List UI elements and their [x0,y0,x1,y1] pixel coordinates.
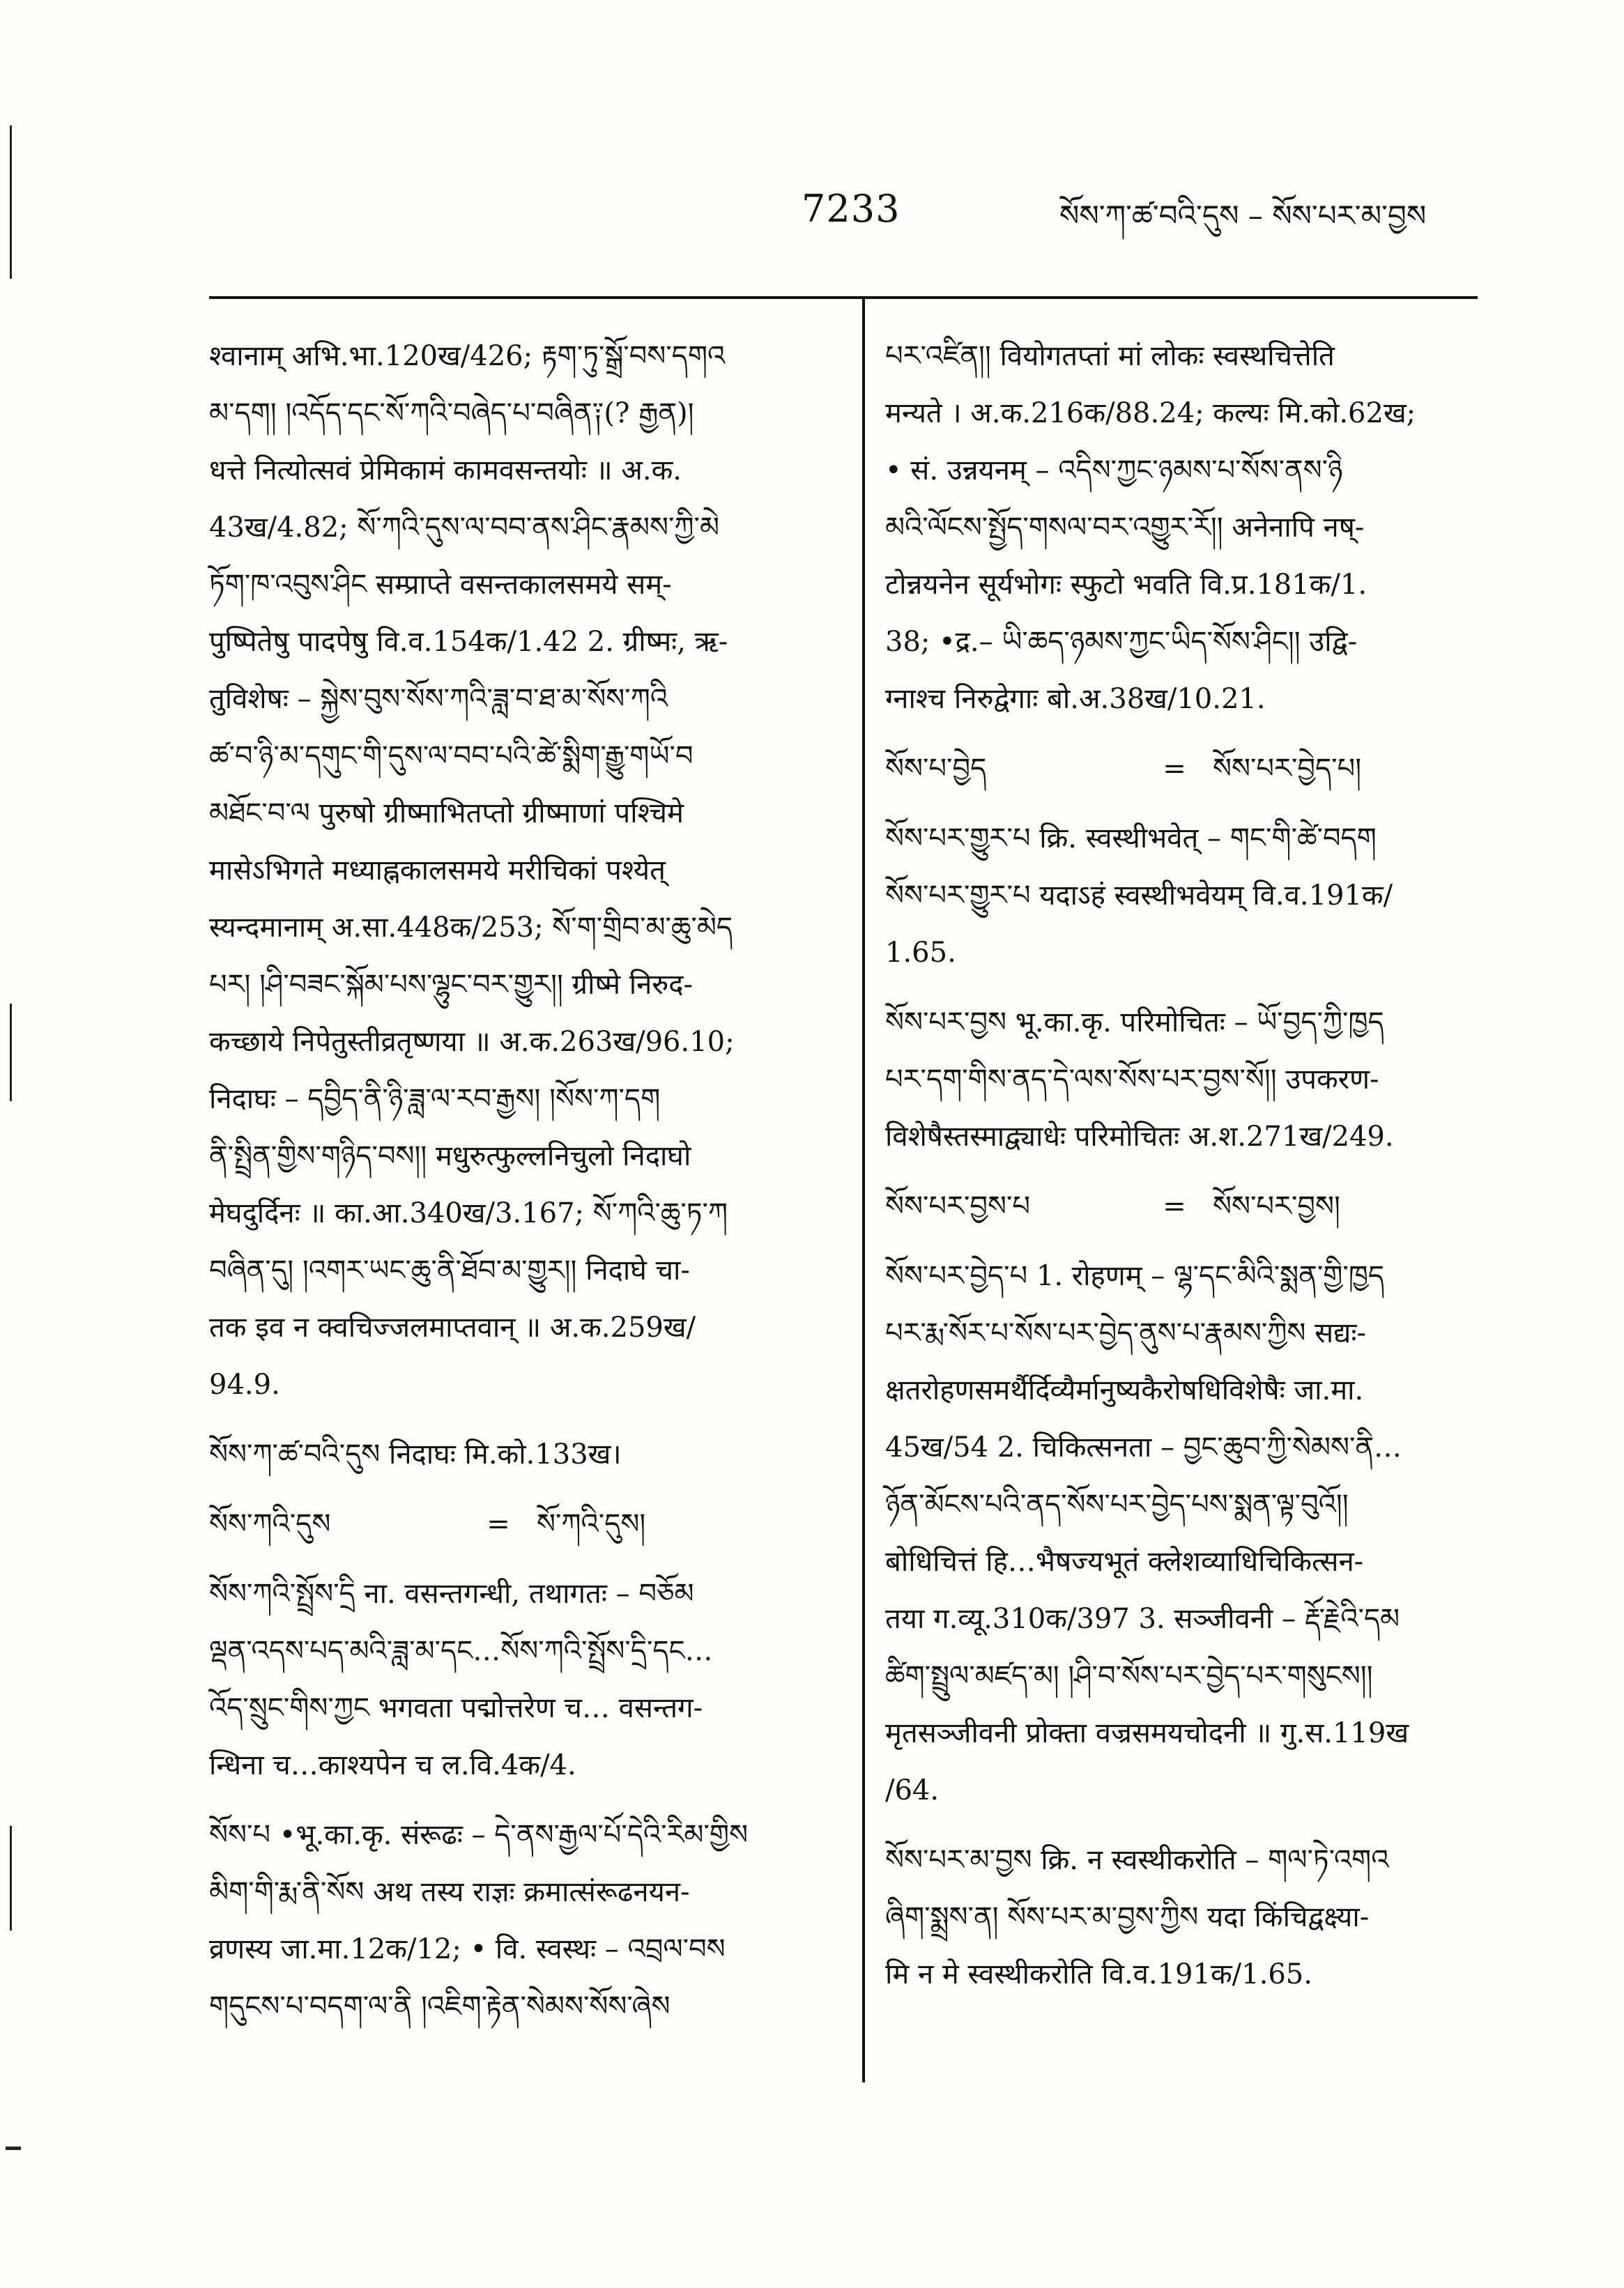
entry-line: कच्छाये निपेतुस्तीव्रतृष्णया ॥ अ.क.263ख/96.10; [209,1026,735,1058]
dictionary-entry [885,1247,1471,1819]
entry-line: 38; •द्र.– ཡི་ཆད་ཉམས་ཀྱང་ཡིད་སོས་ཤིང།། उद्वि- [885,626,1358,658]
running-head-guide-words: སོས་ཀ་ཚ་བའི་དུས – སོས་པར་མ་བྱས [1059,199,1427,233]
right-column [885,328,1471,2016]
entry-line: 45ख/54 2. चिकित्सनता – བྱང་ཆུབ་ཀྱི་སེམས་ནི… [885,1431,1402,1464]
entry-line: མ་དག། །འདོད་དང་སོ་ཀའི་བཞེད་པ་བཞིན༑(? རྒྱན)། [209,397,694,429]
entry-line: པར་དག་གིས་ནད་དེ་ལས་སོས་པར་བྱས་སོ།། उपकरण- [885,1064,1379,1096]
entry-line: 94.9. [209,1369,280,1401]
entry-line: བཞིན་དུ། །འགར་ཡང་ཆུ་ནི་ཐོབ་མ་གྱུར།། निदाघे चा- [209,1254,690,1287]
dictionary-entry [209,1806,836,2035]
entry-line: པར་འཛིན།། वियोगतप्तां मां लोकः स्वस्थचित्तेति [885,340,1335,372]
entry-line: स्यन्दमानाम् अ.सा.448क/253; སོ་ག་གྲིབ་མ་ཆུ་མེད [209,912,733,944]
entry-line: बोधिचित्तं हि…भैषज्यभूतं क्लेशव्याधिचिकित्सन- [885,1546,1364,1578]
entry-line: मेघदुर्दिनः ॥ का.आ.340ख/3.167; སོ་ཀའི་ཆུ་ཏ་ཀ [209,1197,728,1229]
entry-line: मन्यते । अ.क.216क/88.24; कल्यः मि.को.62ख; [885,397,1416,429]
entry-line: क्षतरोहणसमर्थैर्दिव्यैर्मानुष्यकैरोषधिविशेषैः जा.मा. [885,1374,1364,1406]
entry-line: तया ग.व्यू.310क/397 3. सञ्जीवनी – རྡོ་རྗེའི་དམ [885,1603,1400,1635]
entry-line: • सं. उन्नयनम् – འདིས་ཀྱང་ཉམས་པ་སོས་ནས་ཉི [885,454,1343,486]
cross-reference-term: སོས་པ་བྱེད [885,753,987,785]
cross-reference-entry [209,1496,836,1553]
entry-line: པར་རྨ་སོར་པ་སོས་པར་བྱེད་ནུས་པ་རྣམས་ཀྱིས सद्यः- [885,1317,1366,1349]
entry-line: ཚིག་སྤྲུལ་མཛད་མ། །ཤི་བ་སོས་པར་བྱེད་པར་གསུངས།། [885,1660,1373,1692]
dictionary-entry [209,1426,836,1483]
header-rule [209,296,1478,299]
entry-line: སོས་པར་མ་བྱས क्रि. न स्वस्थीकरोति – གལ་ཏེ་འགའ [885,1844,1389,1876]
entry-line: ཏོག་ཁ་འབུས་ཤིང सम्प्राप्ते वसन्तकालसमये सम्- [209,569,672,601]
cross-reference-term: སོས་པར་བྱས་པ [885,1190,1031,1222]
entry-line: ཞིག་སྨྲས་ན། སོས་པར་མ་བྱས་ཀྱིས यदा किंचिद्वक्ष्या- [885,1901,1370,1933]
entry-line: न्धिना च…काश्यपेन च ल.वि.4क/4. [209,1749,576,1781]
margin-mark [10,1004,12,1101]
page-number: 7233 [802,187,901,231]
cross-reference-entry [885,1178,1471,1235]
entry-line: विशेषैस्तस्माद्व्याधेः परिमोचितः अ.श.271ख/249. [885,1121,1394,1153]
entry-line: तक इव न क्वचिज्जलमाप्तवान् ॥ अ.क.259ख/ [209,1312,696,1344]
entry-line: धत्ते नित्योत्सवं प्रेमिकामं कामवसन्तयोः ॥ अ.क. [209,454,682,486]
equals-sign: = [1163,753,1186,785]
cross-reference-target: སོས་པར་བྱེད་པ། [1213,753,1362,785]
dictionary-entry [885,1832,1471,2003]
entry-line: व्रणस्य जा.मा.12क/12; • वि. स्वस्थः – འབྲལ་བས [209,1933,726,1965]
entry-line: मृतसञ्जीवनी प्रोक्ता वज्रसमयचोदनी ॥ गु.स.119ख [885,1717,1409,1749]
dictionary-entry [885,328,1471,728]
entry-line: टोन्नयनेन सूर्यभोगः स्फुटो भवति वि.प्र.181क/1. [885,569,1368,601]
entry-line: तुविशेषः – སྐྱེས་བུས་སོས་ཀའི་ཟླ་བ་ཐ་མ་སོས་ཀའི [209,683,668,715]
entry-line: འོད་སྲུང་གིས་ཀྱང भगवता पद्मोत्तरेण च… वसन्तग- [209,1692,703,1724]
cross-reference-term: སོས་ཀའི་དུས [209,1508,331,1540]
entry-line: 1.65. [885,937,956,969]
entry-line: སོས་ཀའི་སྤྲོས་དྲི ना. वसन्तगन्धी, तथागतः – བཅོམ [209,1578,694,1610]
cross-reference-entry [885,740,1471,797]
entry-line: སོས་པར་གྱུར་པ क्रि. स्वस्थीभवेत् – གང་གི་ཚེ་བདག [885,822,1377,854]
entry-line: पुष्पितेषु पादपेषु वि.व.154क/1.42 2. ग्रीष्मः, ऋ- [209,626,728,658]
entry-line: པར། །ཤི་བཟང་སྐོམ་པས་ལྷུང་བར་གྱུར།། ग्रीष्मे निरुद- [209,969,693,1001]
column-divider [862,298,865,2082]
cross-reference-target: སོ་ཀའི་དུས། [537,1508,646,1540]
entry-line: ग्नाश्च निरुद्वेगाः बो.अ.38ख/10.21. [885,683,1266,715]
entry-line: སོས་པ •भू.का.कृ. संरूढः – དེ་ནས་རྒྱལ་པོ་དེའི་རིམ་གྱིས [209,1819,749,1851]
entry-line: གདུངས་པ་བདག་ལ་ནི །འཇིག་རྟེན་སེམས་སོས་ཞེས [209,1990,671,2022]
cross-reference-target: སོས་པར་བྱས། [1213,1190,1340,1222]
entry-line: སོས་ཀ་ཚ་བའི་དུས निदाघः मि.को.133ख। [209,1438,622,1471]
margin-mark [6,2147,21,2150]
dictionary-entry [209,328,836,1413]
entry-line: ནི་སྤྲིན་གྱིས་གཉིད་བས།། मधुरुत्फुल्लनिचुलो निदाघो [209,1140,691,1172]
dictionary-entry [885,994,1471,1165]
margin-mark [10,125,12,279]
entry-line: मासेऽभिगते मध्याह्नकालसमये मरीचिकां पश्येत् [209,854,666,886]
entry-line: मि न मे स्वस्थीकरोति वि.व.191क/1.65. [885,1958,1312,1990]
entry-line: ཚ་བ་ཉི་མ་དགུང་གི་དུས་ལ་བབ་པའི་ཚེ་སྨིག་རྒྱུ་གཡོ་བ [209,740,694,772]
entry-line: སོས་པར་བྱས भू.का.कृ. परिमोचितः – ཡོ་བྱད་ཀྱི་ཁྱད [885,1006,1384,1038]
entry-line: ཉོན་མོངས་པའི་ནད་སོས་པར་བྱེད་པས་སྨན་ལྟ་བུའོ།། [885,1489,1349,1521]
entry-line: སོས་པར་བྱེད་པ 1. रोहणम् – ལྷ་དང་མིའི་སྨན་གྱི་ཁྱད [885,1260,1384,1292]
dictionary-entry [209,1565,836,1794]
entry-line: མའི་ལོངས་སྤྱོད་གསལ་བར་འགྱུར་རོ།། अनेनापि नष्- [885,512,1365,544]
entry-line: /64. [885,1774,940,1806]
entry-line: མཐོང་བ་ལ पुरुषो ग्रीष्माभितप्तो ग्रीष्माणां पश्चिमे [209,797,684,829]
margin-mark [10,1826,12,1930]
entry-line: ལྡན་འདས་པད་མའི་ཟླ་མ་དང…སོས་ཀའི་སྤྲོས་དྲི་དང… [209,1635,713,1667]
dictionary-entry [885,810,1471,981]
entry-line: མིག་གི་རྨ་ནི་སོས अथ तस्य राज्ञः क्रमात्संरूढनयन- [209,1876,690,1908]
entry-line: निदाघः – དབྱིད་ནི་ཉི་ཟླ་ལ་རབ་རྒྱས། །སོས་ཀ་དག [209,1083,661,1115]
entry-line: श्वानाम् अभि.भा.120ख/426; རྟག་ཏུ་སྒྲོ་བས་དགའ [209,340,726,372]
left-column [209,328,836,2048]
equals-sign: = [487,1508,510,1540]
equals-sign: = [1163,1190,1186,1222]
entry-line: 43ख/4.82; སོ་ཀའི་དུས་ལ་བབ་ནས་ཤིང་རྣམས་ཀྱི་མེ [209,512,720,544]
entry-line: སོས་པར་གྱུར་པ यदाऽहं स्वस्थीभवेयम् वि.व.191क/ [885,880,1393,912]
